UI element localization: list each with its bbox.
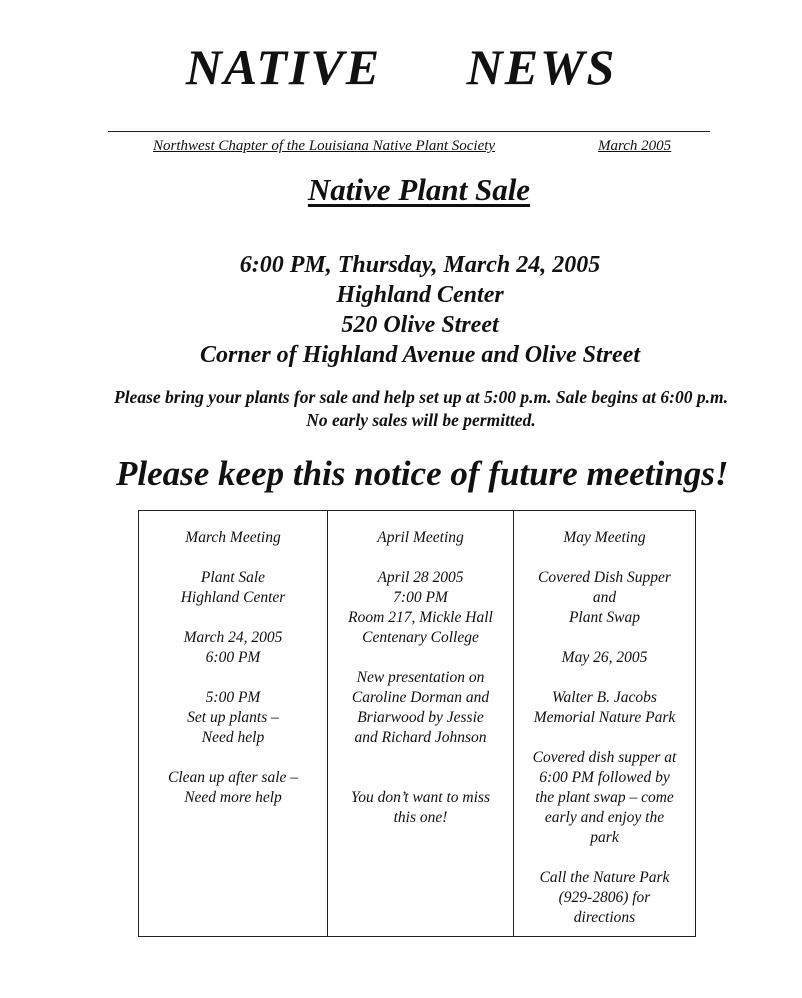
meeting-line: New presentation on	[356, 669, 485, 686]
meeting-line: Plant Sale	[200, 569, 266, 586]
meeting-line: Caroline Dorman and	[351, 689, 490, 706]
keep-notice-heading: Please keep this notice of future meetings!	[116, 454, 729, 493]
event-venue: Highland Center	[336, 282, 504, 308]
meeting-line: Need more help	[184, 789, 282, 806]
april-meeting-column	[328, 511, 514, 936]
event-address: 520 Olive Street	[341, 312, 499, 338]
meeting-line	[514, 848, 695, 868]
meeting-line	[514, 548, 695, 568]
may-meeting-column	[514, 511, 695, 936]
meeting-line: Highland Center	[180, 589, 286, 606]
meeting-line: Covered dish supper at	[532, 749, 677, 766]
header-rule	[108, 131, 710, 132]
meeting-line	[328, 748, 513, 768]
meeting-line: and	[592, 589, 617, 606]
meeting-line	[514, 668, 695, 688]
meeting-line: 5:00 PM	[205, 689, 261, 706]
meeting-line: 7:00 PM	[393, 589, 448, 606]
meeting-line: You don’t want to miss	[351, 789, 490, 806]
meeting-line	[328, 548, 513, 568]
meeting-line	[139, 748, 327, 768]
meeting-line	[139, 668, 327, 688]
meeting-line	[514, 628, 695, 648]
newsletter-title: NATIVE NEWS	[185, 39, 617, 95]
meeting-line: Memorial Nature Park	[533, 709, 676, 726]
meeting-line	[514, 728, 695, 748]
meeting-line: Plant Swap	[568, 609, 641, 626]
meeting-line	[139, 548, 327, 568]
meeting-line: Walter B. Jacobs	[552, 689, 657, 706]
meeting-line: Covered Dish Supper	[538, 569, 671, 586]
meeting-line: the plant swap – come	[535, 789, 674, 806]
meeting-line: Need help	[201, 729, 265, 746]
meeting-line	[328, 768, 513, 788]
event-date: 6:00 PM, Thursday, March 24, 2005	[239, 252, 601, 278]
meeting-line	[328, 648, 513, 668]
chapter-name: Northwest Chapter of the Louisiana Native Plant Society	[153, 138, 496, 154]
meeting-line: and Richard Johnson	[354, 729, 487, 746]
issue-date: March 2005	[598, 138, 672, 154]
event-corner: Corner of Highland Avenue and Olive Street	[199, 342, 640, 368]
march-meeting-column	[139, 511, 328, 936]
meetings-table	[138, 510, 696, 937]
meeting-line: Call the Nature Park	[539, 869, 670, 886]
meeting-line: Set up plants –	[187, 709, 279, 726]
meeting-heading: March Meeting	[185, 529, 281, 546]
meeting-line: (929-2806) for	[558, 889, 651, 906]
meeting-line: park	[590, 829, 619, 846]
meeting-heading: April Meeting	[377, 529, 464, 546]
meeting-line: this one!	[393, 809, 448, 826]
meeting-line	[139, 608, 327, 628]
sale-title: Native Plant Sale	[307, 172, 531, 207]
meeting-line: May 26, 2005	[561, 649, 648, 666]
meeting-line: 6:00 PM followed by	[539, 769, 670, 786]
meeting-line: April 28 2005	[377, 569, 464, 586]
sale-instructions: Please bring your plants for sale and help set up at 5:00 p.m. Sale begins at 6:00 p.m. No early sales will be permitted.	[114, 387, 728, 430]
meeting-line: Room 217, Mickle Hall	[348, 609, 493, 626]
meeting-line: Briarwood by Jessie	[357, 709, 484, 726]
meeting-line: early and enjoy the	[544, 809, 665, 826]
meeting-line: March 24, 2005	[183, 629, 283, 646]
meeting-heading: May Meeting	[563, 529, 646, 546]
meeting-line: Centenary College	[362, 629, 479, 646]
meeting-line: directions	[573, 909, 636, 926]
meeting-line: 6:00 PM	[205, 649, 261, 666]
meeting-line: Clean up after sale –	[167, 769, 299, 786]
